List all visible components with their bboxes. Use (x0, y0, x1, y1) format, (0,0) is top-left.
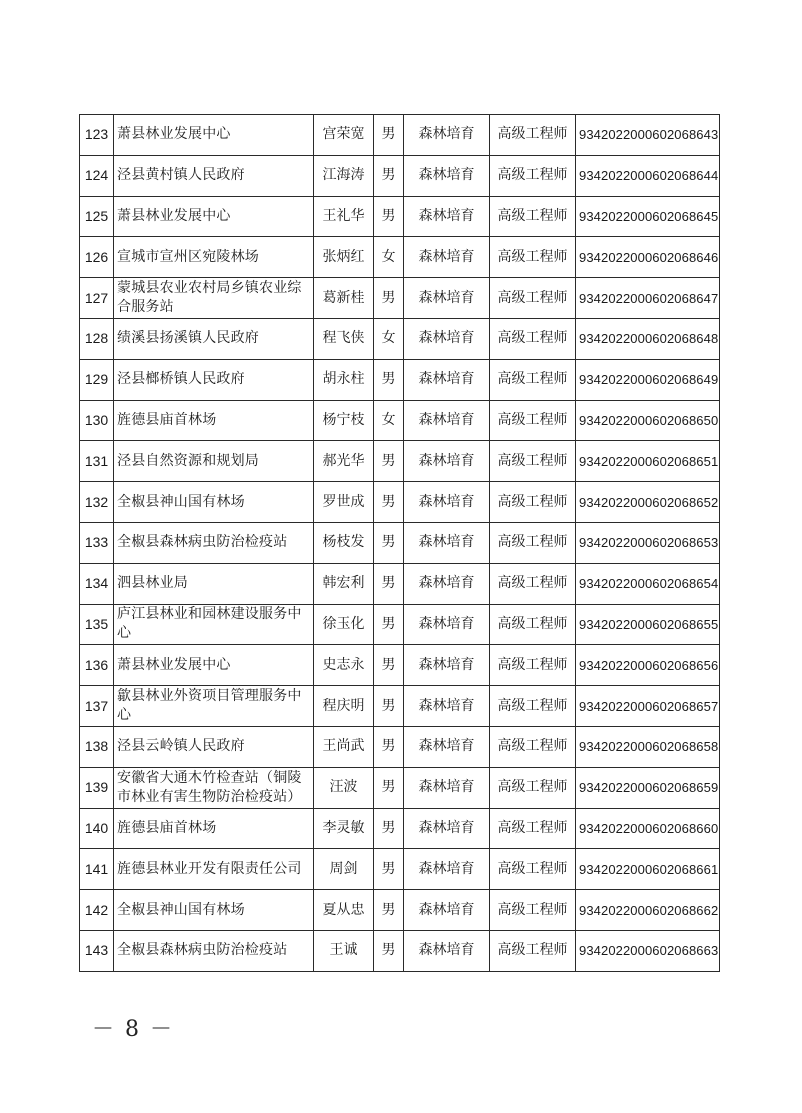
row-number: 130 (80, 400, 114, 441)
work-unit: 萧县林业发展中心 (114, 196, 314, 237)
professional-title: 高级工程师 (490, 808, 576, 849)
certificate-number: 9342022000602068647 (576, 278, 720, 319)
specialty: 森林培育 (404, 359, 490, 400)
row-number: 124 (80, 155, 114, 196)
certificate-number: 9342022000602068645 (576, 196, 720, 237)
work-unit: 全椒县神山国有林场 (114, 890, 314, 931)
row-number: 137 (80, 686, 114, 727)
professional-title: 高级工程师 (490, 849, 576, 890)
person-name: 韩宏利 (314, 563, 374, 604)
gender: 女 (374, 400, 404, 441)
certificate-number: 9342022000602068653 (576, 522, 720, 563)
person-name: 周剑 (314, 849, 374, 890)
work-unit: 旌德县庙首林场 (114, 808, 314, 849)
professional-title: 高级工程师 (490, 400, 576, 441)
professional-title: 高级工程师 (490, 890, 576, 931)
person-name: 胡永柱 (314, 359, 374, 400)
row-number: 136 (80, 645, 114, 686)
gender: 男 (374, 196, 404, 237)
certificate-number: 9342022000602068652 (576, 482, 720, 523)
professional-title: 高级工程师 (490, 522, 576, 563)
work-unit: 蒙城县农业农村局乡镇农业综合服务站 (114, 278, 314, 319)
certificate-number: 9342022000602068649 (576, 359, 720, 400)
person-name: 杨宁枝 (314, 400, 374, 441)
row-number: 143 (80, 930, 114, 971)
person-name: 徐玉化 (314, 604, 374, 645)
certificate-number: 9342022000602068644 (576, 155, 720, 196)
work-unit: 萧县林业发展中心 (114, 115, 314, 156)
certificate-number: 9342022000602068663 (576, 930, 720, 971)
specialty: 森林培育 (404, 726, 490, 767)
certificate-number: 9342022000602068656 (576, 645, 720, 686)
gender: 男 (374, 155, 404, 196)
specialty: 森林培育 (404, 890, 490, 931)
gender: 男 (374, 115, 404, 156)
specialty: 森林培育 (404, 196, 490, 237)
row-number: 132 (80, 482, 114, 523)
certificate-number: 9342022000602068648 (576, 318, 720, 359)
table-row (80, 849, 720, 890)
gender: 男 (374, 767, 404, 808)
certificate-number: 9342022000602068646 (576, 237, 720, 278)
person-name: 夏从忠 (314, 890, 374, 931)
professional-title: 高级工程师 (490, 767, 576, 808)
certificate-number: 9342022000602068662 (576, 890, 720, 931)
work-unit: 泾县云岭镇人民政府 (114, 726, 314, 767)
table-row (80, 441, 720, 482)
work-unit: 旌德县庙首林场 (114, 400, 314, 441)
table-row (80, 686, 720, 727)
row-number: 139 (80, 767, 114, 808)
specialty: 森林培育 (404, 645, 490, 686)
specialty: 森林培育 (404, 115, 490, 156)
gender: 男 (374, 808, 404, 849)
certificate-number: 9342022000602068658 (576, 726, 720, 767)
row-number: 134 (80, 563, 114, 604)
table-row (80, 930, 720, 971)
row-number: 131 (80, 441, 114, 482)
professional-title: 高级工程师 (490, 482, 576, 523)
person-name: 李灵敏 (314, 808, 374, 849)
gender: 男 (374, 849, 404, 890)
person-name: 王礼华 (314, 196, 374, 237)
gender: 男 (374, 563, 404, 604)
specialty: 森林培育 (404, 604, 490, 645)
specialty: 森林培育 (404, 278, 490, 319)
work-unit: 全椒县神山国有林场 (114, 482, 314, 523)
gender: 女 (374, 318, 404, 359)
certificate-number: 9342022000602068650 (576, 400, 720, 441)
work-unit: 全椒县森林病虫防治检疫站 (114, 930, 314, 971)
person-name: 杨枝发 (314, 522, 374, 563)
person-name: 史志永 (314, 645, 374, 686)
row-number: 129 (80, 359, 114, 400)
specialty: 森林培育 (404, 849, 490, 890)
professional-title: 高级工程师 (490, 726, 576, 767)
person-name: 郝光华 (314, 441, 374, 482)
gender: 男 (374, 278, 404, 319)
professional-title: 高级工程师 (490, 604, 576, 645)
professional-title: 高级工程师 (490, 441, 576, 482)
work-unit: 庐江县林业和园林建设服务中心 (114, 604, 314, 645)
specialty: 森林培育 (404, 400, 490, 441)
table-row (80, 196, 720, 237)
professional-title: 高级工程师 (490, 196, 576, 237)
row-number: 133 (80, 522, 114, 563)
certificate-number: 9342022000602068655 (576, 604, 720, 645)
gender: 男 (374, 890, 404, 931)
gender: 男 (374, 686, 404, 727)
gender: 男 (374, 522, 404, 563)
table-row (80, 115, 720, 156)
page-number: － 8 － (92, 1017, 174, 1042)
professional-title: 高级工程师 (490, 359, 576, 400)
person-name: 张炳红 (314, 237, 374, 278)
table-row (80, 645, 720, 686)
professional-title: 高级工程师 (490, 237, 576, 278)
work-unit: 泗县林业局 (114, 563, 314, 604)
professional-title: 高级工程师 (490, 563, 576, 604)
professional-title: 高级工程师 (490, 115, 576, 156)
work-unit: 旌德县林业开发有限责任公司 (114, 849, 314, 890)
specialty: 森林培育 (404, 155, 490, 196)
work-unit: 泾县榔桥镇人民政府 (114, 359, 314, 400)
gender: 男 (374, 441, 404, 482)
specialty: 森林培育 (404, 563, 490, 604)
row-number: 126 (80, 237, 114, 278)
person-name: 罗世成 (314, 482, 374, 523)
row-number: 127 (80, 278, 114, 319)
specialty: 森林培育 (404, 930, 490, 971)
specialty: 森林培育 (404, 237, 490, 278)
professional-title: 高级工程师 (490, 645, 576, 686)
table-row (80, 808, 720, 849)
gender: 男 (374, 604, 404, 645)
certificate-number: 9342022000602068643 (576, 115, 720, 156)
certificate-number: 9342022000602068654 (576, 563, 720, 604)
row-number: 142 (80, 890, 114, 931)
certificate-number: 9342022000602068651 (576, 441, 720, 482)
row-number: 125 (80, 196, 114, 237)
specialty: 森林培育 (404, 808, 490, 849)
work-unit: 全椒县森林病虫防治检疫站 (114, 522, 314, 563)
specialty: 森林培育 (404, 767, 490, 808)
certificate-number: 9342022000602068661 (576, 849, 720, 890)
person-name: 王尚武 (314, 726, 374, 767)
certificate-number: 9342022000602068660 (576, 808, 720, 849)
table-row (80, 237, 720, 278)
certificate-number: 9342022000602068659 (576, 767, 720, 808)
table-row (80, 890, 720, 931)
gender: 男 (374, 930, 404, 971)
table-row (80, 767, 720, 808)
professional-title: 高级工程师 (490, 930, 576, 971)
person-name: 程庆明 (314, 686, 374, 727)
table-row (80, 522, 720, 563)
professional-title: 高级工程师 (490, 318, 576, 359)
work-unit: 泾县自然资源和规划局 (114, 441, 314, 482)
row-number: 141 (80, 849, 114, 890)
gender: 男 (374, 482, 404, 523)
specialty: 森林培育 (404, 522, 490, 563)
work-unit: 绩溪县扬溪镇人民政府 (114, 318, 314, 359)
row-number: 123 (80, 115, 114, 156)
table-row (80, 726, 720, 767)
table-row (80, 278, 720, 319)
work-unit: 宣城市宣州区宛陵林场 (114, 237, 314, 278)
person-name: 葛新桂 (314, 278, 374, 319)
table-row (80, 400, 720, 441)
row-number: 138 (80, 726, 114, 767)
specialty: 森林培育 (404, 318, 490, 359)
professional-title: 高级工程师 (490, 155, 576, 196)
personnel-table-body (80, 115, 720, 972)
table-row (80, 318, 720, 359)
row-number: 128 (80, 318, 114, 359)
personnel-table (79, 114, 720, 972)
person-name: 江海涛 (314, 155, 374, 196)
table-row (80, 155, 720, 196)
specialty: 森林培育 (404, 482, 490, 523)
work-unit: 泾县黄村镇人民政府 (114, 155, 314, 196)
person-name: 宫荣宽 (314, 115, 374, 156)
work-unit: 歙县林业外资项目管理服务中心 (114, 686, 314, 727)
row-number: 140 (80, 808, 114, 849)
professional-title: 高级工程师 (490, 278, 576, 319)
gender: 女 (374, 237, 404, 278)
table-row (80, 604, 720, 645)
gender: 男 (374, 726, 404, 767)
row-number: 135 (80, 604, 114, 645)
table-row (80, 482, 720, 523)
work-unit: 萧县林业发展中心 (114, 645, 314, 686)
work-unit: 安徽省大通木竹检查站（铜陵市林业有害生物防治检疫站） (114, 767, 314, 808)
professional-title: 高级工程师 (490, 686, 576, 727)
table-row (80, 359, 720, 400)
certificate-number: 9342022000602068657 (576, 686, 720, 727)
gender: 男 (374, 645, 404, 686)
person-name: 程飞侠 (314, 318, 374, 359)
specialty: 森林培育 (404, 686, 490, 727)
table-row (80, 563, 720, 604)
person-name: 王诚 (314, 930, 374, 971)
person-name: 汪波 (314, 767, 374, 808)
gender: 男 (374, 359, 404, 400)
specialty: 森林培育 (404, 441, 490, 482)
